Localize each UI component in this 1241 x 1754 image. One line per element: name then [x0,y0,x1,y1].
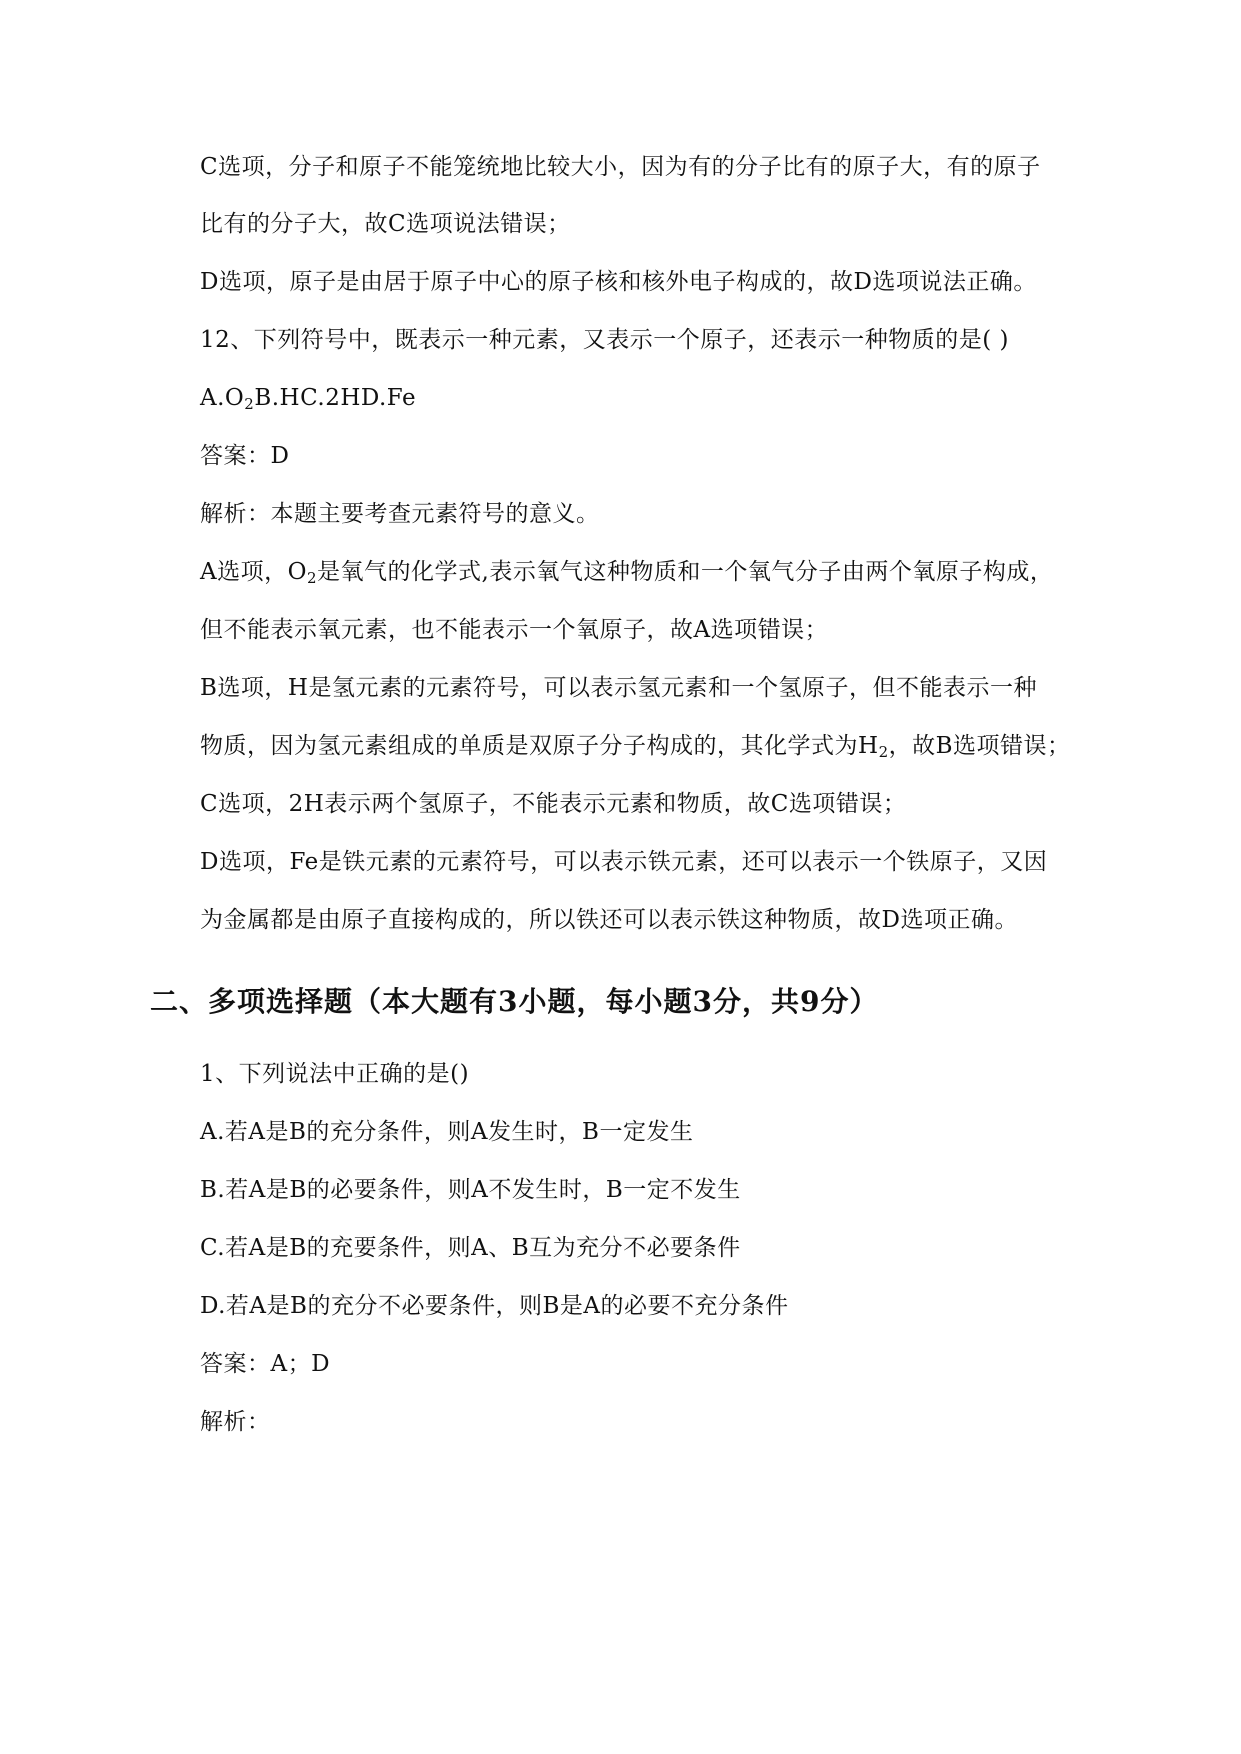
q12-a-explanation-line2: 但不能表示氧元素，也不能表示一个氧原子，故A选项错误； [200,617,829,643]
s2-q1-option-a: A.若A是B的充分条件，则A发生时，B一定发生 [200,1119,694,1145]
q12-b-suffix: ，故B选项错误； [888,733,1071,759]
s2-q1-option-b: B.若A是B的必要条件，则A不发生时，B一定不发生 [200,1177,741,1203]
q12-a-explanation-line1 [200,556,1053,588]
s2-q1-analysis: 解析： [200,1409,271,1435]
q12-d-explanation-line1: D选项，Fe是铁元素的元素符号，可以表示铁元素，还可以表示一个铁原子，又因 [200,849,1048,875]
options-rest: B.HC.2HD.Fe [254,385,417,411]
q12-d-explanation-line2: 为金属都是由原子直接构成的，所以铁还可以表示铁这种物质，故D选项正确。 [200,907,1018,933]
s2-q1-option-d: D.若A是B的充分不必要条件，则B是A的必要不充分条件 [200,1293,789,1319]
question-12-stem: 12、下列符号中，既表示一种元素，又表示一个原子，还表示一种物质的是( ) [200,327,1010,353]
d-option-explanation: D选项，原子是由居于原子中心的原子核和核外电子构成的，故D选项说法正确。 [200,269,1037,295]
question-12-answer: 答案：D [200,443,290,469]
q12-c-explanation: C选项，2H表示两个氢原子，不能表示元素和物质，故C选项错误； [200,791,907,817]
s2-q1-answer: 答案：A；D [200,1351,331,1377]
q12-a-prefix: A选项，O [200,559,307,585]
s2-question-1-stem: 1、下列说法中正确的是() [200,1061,470,1087]
c-option-explanation-line2: 比有的分子大，故C选项说法错误； [200,211,571,237]
option-a-prefix: A.O [200,385,245,411]
s2-q1-option-c: C.若A是B的充要条件，则A、B互为充分不必要条件 [200,1235,741,1261]
q12-b-explanation-line1: B选项，H是氢元素的元素符号，可以表示氢元素和一个氢原子，但不能表示一种 [200,675,1037,701]
q12-a-subscript: 2 [306,569,318,587]
q12-b-prefix: 物质，因为氢元素组成的单质是双原子分子构成的，其化学式为H [200,733,879,759]
c-option-explanation-line1: C选项，分子和原子不能笼统地比较大小，因为有的分子比有的原子大，有的原子 [200,154,1041,180]
option-a-subscript: 2 [244,395,255,413]
question-12-options [200,382,416,414]
q12-a-suffix: 是氧气的化学式,表示氧气这种物质和一个氧气分子由两个氧原子构成， [317,559,1054,585]
q12-b-explanation-line2 [200,730,1071,762]
q12-b-subscript: 2 [878,743,889,761]
question-12-analysis-intro: 解析：本题主要考查元素符号的意义。 [200,501,600,527]
section-2-heading: 二、多项选择题（本大题有3小题，每小题3分，共9分） [150,985,879,1018]
